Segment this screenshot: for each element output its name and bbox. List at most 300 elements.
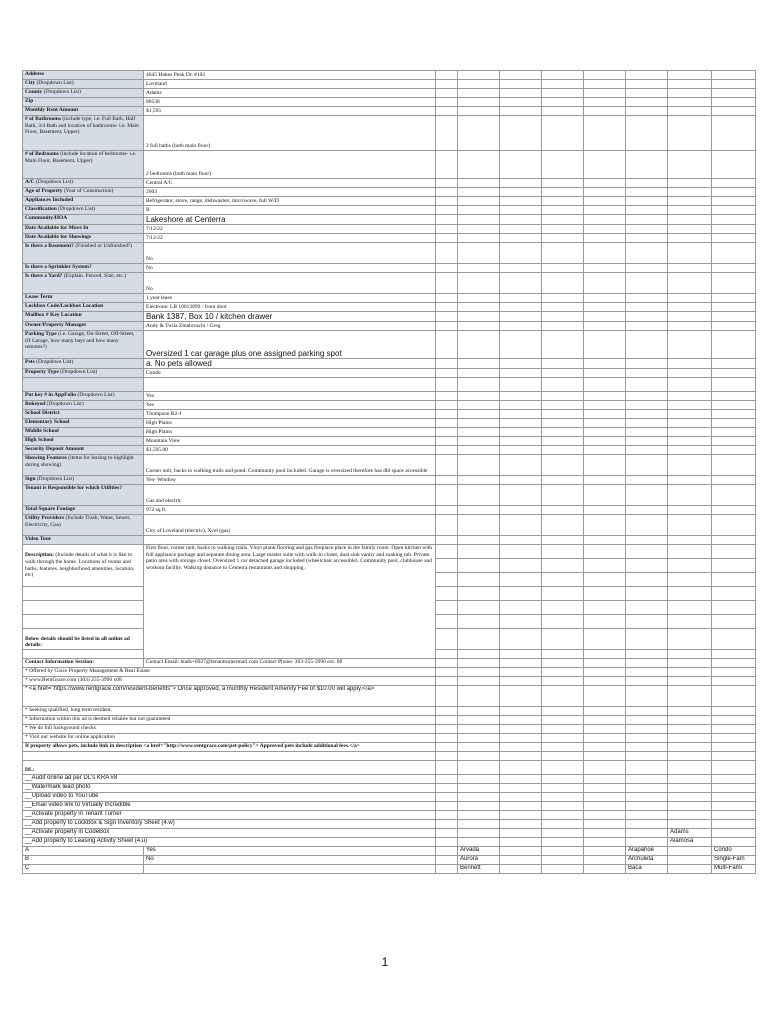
empty-cell[interactable] xyxy=(626,802,668,811)
empty-cell[interactable] xyxy=(584,294,626,303)
empty-cell[interactable] xyxy=(712,659,756,668)
empty-cell[interactable] xyxy=(500,455,542,476)
value-cell[interactable] xyxy=(144,378,436,392)
empty-cell[interactable] xyxy=(542,615,584,629)
empty-cell[interactable] xyxy=(500,856,542,865)
empty-cell[interactable] xyxy=(626,545,668,559)
empty-cell[interactable] xyxy=(712,331,756,359)
empty-cell[interactable] xyxy=(712,734,756,743)
empty-cell[interactable] xyxy=(584,446,626,455)
empty-cell[interactable] xyxy=(668,716,712,725)
empty-cell[interactable] xyxy=(668,294,712,303)
empty-cell[interactable] xyxy=(668,677,712,686)
empty-cell[interactable] xyxy=(584,515,626,536)
empty-cell[interactable] xyxy=(458,838,500,847)
empty-cell[interactable] xyxy=(712,775,756,784)
empty-cell[interactable] xyxy=(500,802,542,811)
empty-cell[interactable] xyxy=(668,573,712,587)
value-county[interactable]: Adams xyxy=(144,89,436,98)
empty-cell[interactable] xyxy=(436,264,458,273)
empty-cell[interactable] xyxy=(458,734,500,743)
empty-cell[interactable] xyxy=(500,485,542,506)
empty-cell[interactable] xyxy=(712,98,756,107)
empty-cell[interactable] xyxy=(542,485,584,506)
value-owner[interactable]: Andy & Twila Zmalovachi / Greg xyxy=(144,322,436,331)
empty-cell[interactable] xyxy=(500,847,542,856)
empty-cell[interactable] xyxy=(668,410,712,419)
empty-cell[interactable] xyxy=(712,410,756,419)
empty-cell[interactable] xyxy=(584,725,626,734)
empty-cell[interactable] xyxy=(584,793,626,802)
checklist-item[interactable]: __Add property to Leasing Activity Sheet (4.u) xyxy=(23,838,436,847)
empty-cell[interactable] xyxy=(584,506,626,515)
empty-cell[interactable] xyxy=(626,761,668,775)
empty-cell[interactable] xyxy=(500,428,542,437)
empty-cell[interactable] xyxy=(458,206,500,215)
empty-cell[interactable] xyxy=(712,686,756,707)
value-rekeyed[interactable]: Yes xyxy=(144,401,436,410)
empty-cell[interactable] xyxy=(668,378,712,392)
empty-cell[interactable] xyxy=(626,331,668,359)
empty-cell[interactable] xyxy=(500,322,542,331)
empty-cell[interactable] xyxy=(500,506,542,515)
empty-cell[interactable] xyxy=(542,716,584,725)
empty-cell[interactable] xyxy=(626,294,668,303)
value-yard[interactable]: No xyxy=(144,273,436,294)
empty-cell[interactable] xyxy=(436,587,458,601)
empty-cell[interactable] xyxy=(500,734,542,743)
empty-cell[interactable] xyxy=(500,179,542,188)
empty-cell[interactable] xyxy=(458,659,500,668)
empty-cell[interactable] xyxy=(584,378,626,392)
empty-cell[interactable] xyxy=(626,677,668,686)
empty-cell[interactable] xyxy=(712,476,756,485)
empty-cell[interactable] xyxy=(668,587,712,601)
empty-cell[interactable] xyxy=(458,536,500,545)
empty-cell[interactable] xyxy=(458,98,500,107)
empty-cell[interactable] xyxy=(542,506,584,515)
empty-cell[interactable] xyxy=(712,446,756,455)
empty-cell[interactable] xyxy=(436,188,458,197)
empty-cell[interactable] xyxy=(712,650,756,659)
empty-cell[interactable] xyxy=(712,545,756,559)
empty-cell[interactable] xyxy=(584,107,626,116)
empty-cell[interactable] xyxy=(668,455,712,476)
empty-cell[interactable] xyxy=(458,668,500,677)
value-contact[interactable]: Contact Email: leads+8927@tenantturnermail.com Contact Phone: 303-255-3990 ext. 08 xyxy=(144,659,436,668)
empty-cell[interactable] xyxy=(712,707,756,716)
empty-cell[interactable] xyxy=(500,659,542,668)
empty-cell[interactable] xyxy=(712,188,756,197)
empty-cell[interactable] xyxy=(668,71,712,80)
empty-cell[interactable] xyxy=(626,197,668,206)
empty-cell[interactable] xyxy=(436,668,458,677)
empty-cell[interactable] xyxy=(668,116,712,151)
empty-cell[interactable] xyxy=(668,476,712,485)
empty-cell[interactable] xyxy=(626,752,668,761)
empty-cell[interactable] xyxy=(458,752,500,761)
empty-cell[interactable] xyxy=(626,734,668,743)
empty-cell[interactable] xyxy=(436,225,458,234)
empty-cell[interactable] xyxy=(626,179,668,188)
empty-cell[interactable] xyxy=(458,179,500,188)
empty-cell[interactable] xyxy=(458,197,500,206)
empty-cell[interactable] xyxy=(626,410,668,419)
empty-cell[interactable] xyxy=(542,761,584,775)
value-beds[interactable]: 2 bedrooms (both main floor) xyxy=(144,151,436,179)
empty-cell[interactable] xyxy=(500,71,542,80)
empty-cell[interactable] xyxy=(668,820,712,829)
empty-cell[interactable] xyxy=(584,312,626,322)
empty-cell[interactable] xyxy=(542,573,584,587)
empty-cell[interactable] xyxy=(458,446,500,455)
empty-cell[interactable] xyxy=(436,476,458,485)
empty-cell[interactable] xyxy=(626,743,668,752)
empty-cell[interactable] xyxy=(458,151,500,179)
empty-cell[interactable] xyxy=(542,188,584,197)
value-zip[interactable]: 80538 xyxy=(144,98,436,107)
empty-cell[interactable] xyxy=(668,865,712,874)
empty-cell[interactable] xyxy=(584,89,626,98)
empty-cell[interactable] xyxy=(542,775,584,784)
empty-cell[interactable] xyxy=(500,234,542,243)
empty-cell[interactable] xyxy=(436,369,458,378)
empty-cell[interactable] xyxy=(626,89,668,98)
empty-cell[interactable] xyxy=(436,775,458,784)
empty-cell[interactable] xyxy=(668,322,712,331)
empty-cell[interactable] xyxy=(668,650,712,659)
empty-cell[interactable] xyxy=(500,716,542,725)
empty-cell[interactable] xyxy=(542,264,584,273)
empty-cell[interactable] xyxy=(626,668,668,677)
empty-cell[interactable] xyxy=(542,206,584,215)
value-property-type[interactable]: Condo xyxy=(144,369,436,378)
empty-cell[interactable] xyxy=(542,677,584,686)
empty-cell[interactable] xyxy=(668,392,712,401)
empty-cell[interactable] xyxy=(584,587,626,601)
empty-cell[interactable] xyxy=(500,446,542,455)
empty-cell[interactable] xyxy=(712,725,756,734)
empty-cell[interactable] xyxy=(712,752,756,761)
empty-cell[interactable] xyxy=(500,80,542,89)
empty-cell[interactable] xyxy=(458,601,500,615)
empty-cell[interactable] xyxy=(626,615,668,629)
empty-cell[interactable] xyxy=(584,829,626,838)
empty-cell[interactable] xyxy=(436,838,458,847)
empty-cell[interactable] xyxy=(542,536,584,545)
empty-cell[interactable] xyxy=(626,322,668,331)
empty-cell[interactable] xyxy=(626,392,668,401)
checklist-item[interactable]: __Add property to Lockbox & Sign Inventory Sheet (4.w) xyxy=(23,820,436,829)
empty-cell[interactable] xyxy=(626,725,668,734)
checklist-item[interactable]: __Watermark lead photo xyxy=(23,784,436,793)
empty-cell[interactable] xyxy=(542,359,584,369)
empty-cell[interactable] xyxy=(436,378,458,392)
empty-cell[interactable] xyxy=(668,725,712,734)
empty-cell[interactable] xyxy=(458,802,500,811)
empty-cell[interactable] xyxy=(500,206,542,215)
empty-cell[interactable] xyxy=(542,151,584,179)
empty-cell[interactable] xyxy=(458,615,500,629)
empty-cell[interactable] xyxy=(458,369,500,378)
empty-cell[interactable] xyxy=(500,629,542,650)
value-elementary[interactable]: High Plains xyxy=(144,419,436,428)
empty-cell[interactable] xyxy=(436,865,458,874)
empty-cell[interactable] xyxy=(668,428,712,437)
empty-cell[interactable] xyxy=(584,303,626,312)
empty-cell[interactable] xyxy=(458,793,500,802)
empty-cell[interactable] xyxy=(626,446,668,455)
empty-cell[interactable] xyxy=(500,752,542,761)
empty-cell[interactable] xyxy=(500,303,542,312)
empty-cell[interactable] xyxy=(626,234,668,243)
empty-cell[interactable] xyxy=(436,615,458,629)
empty-cell[interactable] xyxy=(542,820,584,829)
value-classification[interactable]: B xyxy=(144,206,436,215)
empty-cell[interactable] xyxy=(668,856,712,865)
empty-cell[interactable] xyxy=(668,629,712,650)
empty-cell[interactable] xyxy=(712,784,756,793)
empty-cell[interactable] xyxy=(668,601,712,615)
empty-cell[interactable] xyxy=(436,485,458,506)
empty-cell[interactable] xyxy=(500,401,542,410)
empty-cell[interactable] xyxy=(712,793,756,802)
empty-cell[interactable] xyxy=(712,303,756,312)
empty-cell[interactable] xyxy=(626,686,668,707)
empty-cell[interactable] xyxy=(626,829,668,838)
empty-cell[interactable] xyxy=(626,359,668,369)
empty-cell[interactable] xyxy=(500,793,542,802)
empty-cell[interactable] xyxy=(458,107,500,116)
empty-cell[interactable] xyxy=(436,151,458,179)
empty-cell[interactable] xyxy=(668,331,712,359)
empty-cell[interactable] xyxy=(436,716,458,725)
empty-cell[interactable] xyxy=(500,331,542,359)
empty-cell[interactable] xyxy=(500,784,542,793)
empty-cell[interactable] xyxy=(626,485,668,506)
empty-cell[interactable] xyxy=(500,725,542,734)
empty-cell[interactable] xyxy=(458,506,500,515)
empty-cell[interactable] xyxy=(584,151,626,179)
empty-cell[interactable] xyxy=(626,206,668,215)
empty-cell[interactable] xyxy=(436,206,458,215)
empty-cell[interactable] xyxy=(668,752,712,761)
checklist-item[interactable]: __Activate property in Tenant Turner xyxy=(23,811,436,820)
empty-cell[interactable] xyxy=(584,116,626,151)
empty-cell[interactable] xyxy=(542,811,584,820)
empty-cell[interactable] xyxy=(668,536,712,545)
value-school-district[interactable]: Thompson R2-J xyxy=(144,410,436,419)
empty-cell[interactable] xyxy=(500,686,542,707)
empty-cell[interactable] xyxy=(626,559,668,573)
empty-cell[interactable] xyxy=(712,428,756,437)
empty-cell[interactable] xyxy=(668,197,712,206)
empty-cell[interactable] xyxy=(668,761,712,775)
empty-cell[interactable] xyxy=(436,752,458,761)
empty-cell[interactable] xyxy=(668,401,712,410)
empty-cell[interactable] xyxy=(626,419,668,428)
empty-cell[interactable] xyxy=(436,116,458,151)
empty-cell[interactable] xyxy=(542,71,584,80)
empty-cell[interactable] xyxy=(668,89,712,98)
empty-cell[interactable] xyxy=(712,677,756,686)
empty-cell[interactable] xyxy=(458,273,500,294)
empty-cell[interactable] xyxy=(542,650,584,659)
empty-cell[interactable] xyxy=(542,668,584,677)
empty-cell[interactable] xyxy=(584,536,626,545)
empty-cell[interactable] xyxy=(668,847,712,856)
empty-cell[interactable] xyxy=(668,243,712,264)
empty-cell[interactable] xyxy=(584,476,626,485)
empty-cell[interactable] xyxy=(458,359,500,369)
empty-cell[interactable] xyxy=(436,784,458,793)
empty-cell[interactable] xyxy=(436,243,458,264)
empty-cell[interactable] xyxy=(436,455,458,476)
empty-cell[interactable] xyxy=(436,273,458,294)
empty-cell[interactable] xyxy=(626,784,668,793)
value-basement[interactable]: No xyxy=(144,243,436,264)
empty-cell[interactable] xyxy=(500,820,542,829)
empty-cell[interactable] xyxy=(712,601,756,615)
empty-cell[interactable] xyxy=(584,485,626,506)
empty-cell[interactable] xyxy=(542,601,584,615)
empty-cell[interactable] xyxy=(584,743,626,752)
empty-cell[interactable] xyxy=(542,802,584,811)
value-video[interactable] xyxy=(144,536,436,545)
empty-cell[interactable] xyxy=(584,392,626,401)
empty-cell[interactable] xyxy=(458,71,500,80)
empty-cell[interactable] xyxy=(436,428,458,437)
value-utilities-tenant[interactable]: Gas and electric xyxy=(144,485,436,506)
empty-cell[interactable] xyxy=(458,707,500,716)
empty-cell[interactable] xyxy=(542,116,584,151)
empty-cell[interactable] xyxy=(458,677,500,686)
empty-cell[interactable] xyxy=(668,437,712,446)
empty-cell[interactable] xyxy=(500,587,542,601)
empty-cell[interactable] xyxy=(668,234,712,243)
empty-cell[interactable] xyxy=(500,378,542,392)
empty-cell[interactable] xyxy=(436,437,458,446)
empty-cell[interactable] xyxy=(668,359,712,369)
empty-cell[interactable] xyxy=(668,303,712,312)
empty-cell[interactable] xyxy=(668,419,712,428)
value-lease[interactable]: 1 year lease xyxy=(144,294,436,303)
empty-cell[interactable] xyxy=(458,545,500,559)
empty-cell[interactable] xyxy=(542,294,584,303)
empty-cell[interactable] xyxy=(712,206,756,215)
empty-cell[interactable] xyxy=(458,428,500,437)
empty-cell[interactable] xyxy=(668,206,712,215)
empty-cell[interactable] xyxy=(436,294,458,303)
empty-cell[interactable] xyxy=(500,615,542,629)
empty-cell[interactable] xyxy=(584,865,626,874)
empty-cell[interactable] xyxy=(584,80,626,89)
empty-cell[interactable] xyxy=(436,107,458,116)
empty-cell[interactable] xyxy=(584,615,626,629)
empty-cell[interactable] xyxy=(436,359,458,369)
empty-cell[interactable] xyxy=(668,775,712,784)
empty-cell[interactable] xyxy=(626,428,668,437)
empty-cell[interactable] xyxy=(500,775,542,784)
empty-cell[interactable] xyxy=(712,485,756,506)
empty-cell[interactable] xyxy=(458,573,500,587)
empty-cell[interactable] xyxy=(458,515,500,536)
empty-cell[interactable] xyxy=(626,476,668,485)
empty-cell[interactable] xyxy=(436,410,458,419)
value-mailbox[interactable]: Bank 1387, Box 10 / kitchen drawer xyxy=(144,312,436,322)
value-address[interactable]: 4645 Hahns Peak Dr. #102 xyxy=(144,71,436,80)
empty-cell[interactable] xyxy=(626,536,668,545)
empty-cell[interactable] xyxy=(458,686,500,707)
value-community[interactable]: Lakeshore at Centerra xyxy=(144,215,436,225)
empty-cell[interactable] xyxy=(626,707,668,716)
value-sqft[interactable]: 972 sq ft. xyxy=(144,506,436,515)
empty-cell[interactable] xyxy=(668,668,712,677)
empty-cell[interactable] xyxy=(542,369,584,378)
empty-cell[interactable] xyxy=(436,650,458,659)
empty-cell[interactable] xyxy=(458,294,500,303)
empty-cell[interactable] xyxy=(436,743,458,752)
empty-cell[interactable] xyxy=(626,215,668,225)
empty-cell[interactable] xyxy=(584,545,626,559)
empty-cell[interactable] xyxy=(436,629,458,650)
empty-cell[interactable] xyxy=(584,573,626,587)
empty-cell[interactable] xyxy=(458,410,500,419)
empty-cell[interactable] xyxy=(500,437,542,446)
empty-cell[interactable] xyxy=(436,725,458,734)
empty-cell[interactable] xyxy=(712,197,756,206)
empty-cell[interactable] xyxy=(712,761,756,775)
empty-cell[interactable] xyxy=(712,116,756,151)
empty-cell[interactable] xyxy=(626,659,668,668)
value-showings[interactable]: 7/12/22 xyxy=(144,234,436,243)
empty-cell[interactable] xyxy=(712,615,756,629)
empty-cell[interactable] xyxy=(458,312,500,322)
empty-cell[interactable] xyxy=(626,225,668,234)
empty-cell[interactable] xyxy=(436,419,458,428)
empty-cell[interactable] xyxy=(436,707,458,716)
empty-cell[interactable] xyxy=(436,601,458,615)
empty-cell[interactable] xyxy=(668,784,712,793)
empty-cell[interactable] xyxy=(626,506,668,515)
empty-cell[interactable] xyxy=(500,545,542,559)
empty-cell[interactable] xyxy=(584,197,626,206)
empty-cell[interactable] xyxy=(542,197,584,206)
empty-cell[interactable] xyxy=(712,107,756,116)
empty-cell[interactable] xyxy=(584,677,626,686)
empty-cell[interactable] xyxy=(436,322,458,331)
empty-cell[interactable] xyxy=(458,331,500,359)
empty-cell[interactable] xyxy=(712,668,756,677)
empty-cell[interactable] xyxy=(500,410,542,419)
empty-cell[interactable] xyxy=(542,378,584,392)
empty-cell[interactable] xyxy=(436,506,458,515)
empty-cell[interactable] xyxy=(712,264,756,273)
empty-cell[interactable] xyxy=(626,401,668,410)
empty-cell[interactable] xyxy=(458,784,500,793)
empty-cell[interactable] xyxy=(542,856,584,865)
empty-cell[interactable] xyxy=(542,98,584,107)
empty-cell[interactable] xyxy=(500,273,542,294)
empty-cell[interactable] xyxy=(584,686,626,707)
empty-cell[interactable] xyxy=(668,151,712,179)
empty-cell[interactable] xyxy=(542,179,584,188)
empty-cell[interactable] xyxy=(458,811,500,820)
empty-cell[interactable] xyxy=(584,761,626,775)
empty-cell[interactable] xyxy=(626,264,668,273)
empty-cell[interactable] xyxy=(542,312,584,322)
empty-cell[interactable] xyxy=(458,476,500,485)
